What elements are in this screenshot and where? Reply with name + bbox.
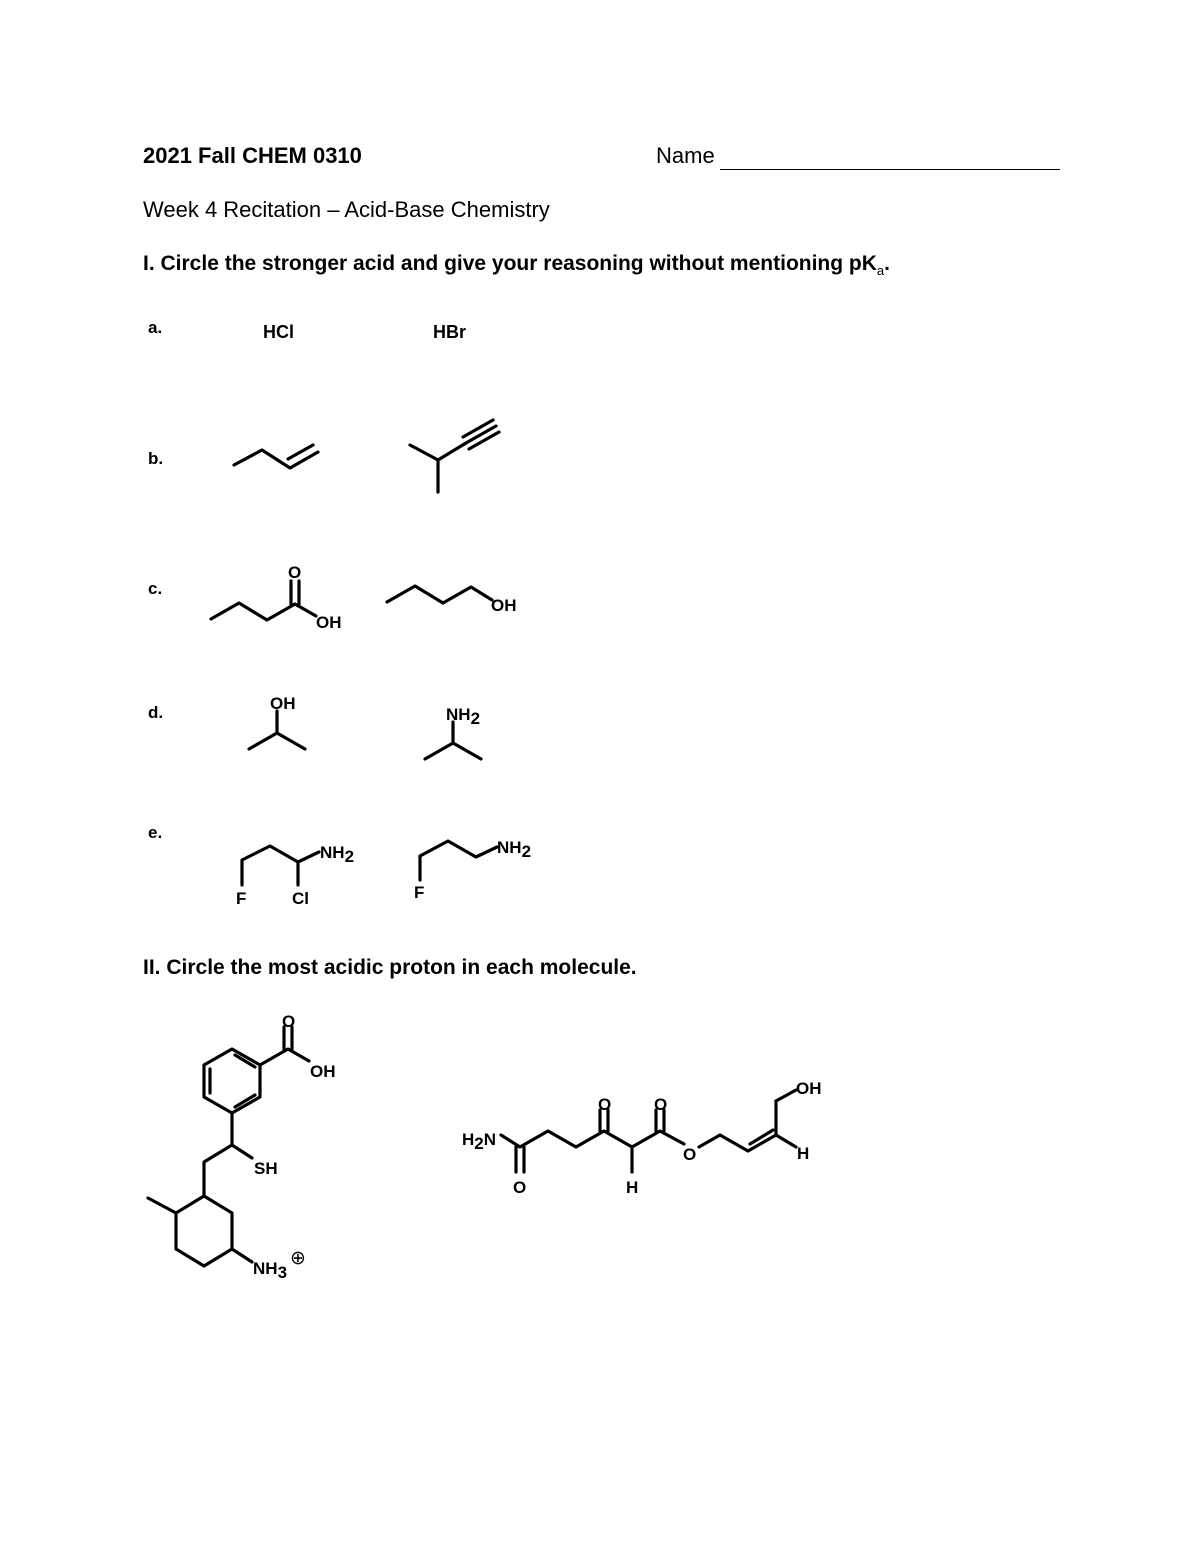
atom-oh: OH — [491, 596, 517, 615]
atom-sh: SH — [254, 1159, 278, 1178]
atom-oh: OH — [796, 1079, 822, 1098]
atom-oh: OH — [270, 694, 296, 713]
name-label: Name — [656, 143, 715, 168]
item-b-label: b. — [148, 449, 164, 468]
atom-nh: NH2 — [446, 705, 481, 728]
atom-oh: OH — [316, 613, 342, 632]
atom-o: O — [288, 563, 302, 582]
item-d-label: d. — [148, 703, 164, 722]
section-1-title: I. Circle the stronger acid and give your reasoning without mentioning $pK_a$. — [143, 252, 890, 279]
item-e-label: e. — [148, 823, 163, 842]
atom-f: F — [236, 889, 247, 908]
molecule-aryl-thiol-ammonium[interactable] — [148, 1012, 336, 1282]
positive-charge: ⊕ — [290, 1248, 306, 1269]
atom-o: O — [513, 1178, 527, 1197]
molecule-3-methyl-1-butyne[interactable] — [410, 420, 499, 492]
atom-oh: OH — [310, 1062, 336, 1081]
molecule-butanoic-acid[interactable] — [211, 563, 342, 632]
section-2-title: II. Circle the most acidic proton in each molecule. — [143, 956, 637, 979]
item-a-label: a. — [148, 318, 163, 337]
atom-cl: Cl — [292, 889, 309, 908]
atom-h: H — [626, 1178, 639, 1197]
atom-nh: NH2 — [497, 838, 532, 861]
molecule-1-butene[interactable] — [234, 445, 318, 468]
molecule-1-butanol[interactable] — [387, 586, 517, 615]
molecule-fluoropropylamine[interactable] — [414, 838, 531, 902]
item-c-label: c. — [148, 579, 163, 598]
atom-o: O — [654, 1095, 668, 1114]
course-title: 2021 Fall CHEM 0310 — [143, 143, 362, 168]
atom-h: H — [797, 1144, 810, 1163]
atom-o: O — [282, 1012, 296, 1031]
atom-ester-o: O — [683, 1145, 697, 1164]
atom-o: O — [598, 1095, 612, 1114]
molecule-isopropylamine[interactable] — [425, 705, 481, 759]
molecule-isopropanol[interactable] — [249, 694, 305, 749]
molecule-hcl[interactable]: HCl — [263, 322, 294, 342]
atom-f: F — [414, 883, 425, 902]
atom-nh3: NH3 — [253, 1259, 288, 1282]
atom-h2n: H2N — [462, 1130, 497, 1153]
molecule-keto-ester-amide[interactable] — [462, 1079, 822, 1197]
worksheet-subtitle: Week 4 Recitation – Acid-Base Chemistry — [143, 197, 550, 222]
molecule-hbr[interactable]: HBr — [433, 322, 467, 342]
atom-nh: NH2 — [320, 843, 355, 866]
molecule-fluoro-chloro-amine[interactable] — [236, 843, 354, 908]
